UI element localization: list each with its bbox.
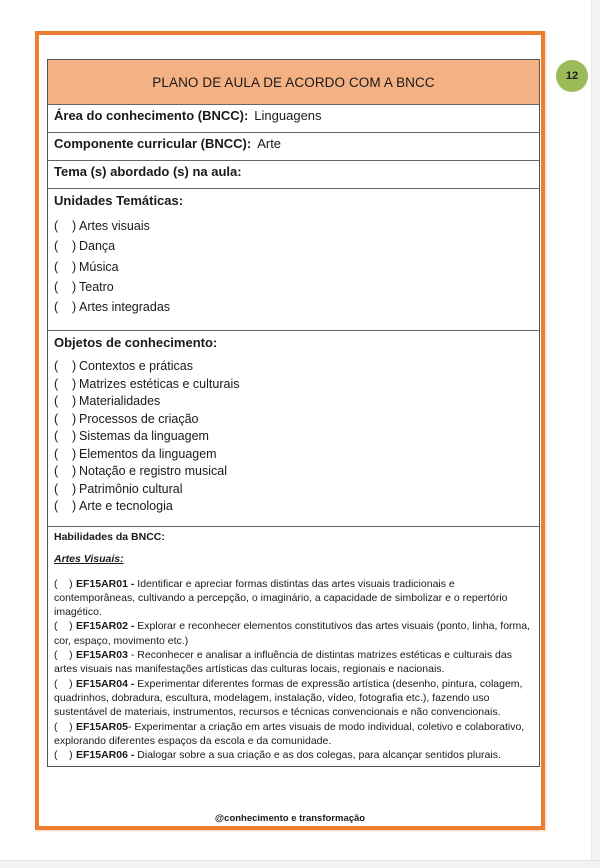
checkbox-mark[interactable]: ( ) [54, 411, 77, 426]
checkbox-mark[interactable]: ( ) [54, 376, 77, 391]
skill-item: ( ) EF15AR06 - Dialogar sobre a sua criação e as dos colegas, para alcançar sentidos plurais. [54, 749, 501, 762]
field-area-conhecimento [48, 105, 539, 133]
unidades-list [54, 216, 533, 317]
field-value: Linguagens [254, 108, 322, 123]
habilidades-section [48, 527, 539, 766]
list-item[interactable]: ( ) Materialidades [54, 393, 533, 411]
list-item[interactable]: ( ) Matrizes estéticas e culturais [54, 376, 533, 394]
list-item[interactable]: ( ) Dança [54, 236, 533, 256]
list-item[interactable]: ( ) Teatro [54, 277, 533, 297]
checkbox-mark[interactable]: ( ) [54, 464, 77, 478]
list-item[interactable]: ( ) Sistemas da linguagem [54, 428, 533, 446]
checkbox-mark[interactable]: ( ) [54, 649, 73, 662]
section-title: Objetos de conhecimento: [54, 335, 218, 350]
checkbox-mark[interactable]: ( ) [54, 749, 73, 762]
field-componente-curricular [48, 133, 539, 161]
list-item[interactable]: ( ) Patrimônio cultural [54, 481, 533, 499]
skill-item: ( ) EF15AR02 - Explorar e reconhecer elementos constitutivos das artes visuais (ponto, linha, forma, cor, espaço, movimento etc.) [54, 620, 531, 647]
list-item[interactable]: ( ) Contextos e práticas [54, 358, 533, 376]
objetos-list [54, 358, 533, 516]
checkbox-mark[interactable]: ( ) [54, 429, 77, 443]
checkbox-mark[interactable]: ( ) [54, 677, 73, 690]
checkbox-mark[interactable]: ( ) [54, 394, 77, 408]
checkbox-mark[interactable]: ( ) [54, 620, 73, 633]
field-label: Componente curricular (BNCC): [54, 136, 252, 151]
objetos-conhecimento-section [48, 331, 539, 527]
checkbox-mark[interactable]: ( ) [54, 499, 77, 513]
footer-handle: @conhecimento e transformação [214, 813, 366, 824]
list-item[interactable]: ( ) Elementos da linguagem [54, 446, 533, 464]
unidades-tematicas-section [48, 189, 539, 331]
list-item[interactable]: ( ) Artes integradas [54, 297, 533, 317]
list-item[interactable]: ( ) Notação e registro musical [54, 463, 533, 481]
viewer-right-edge [591, 0, 600, 867]
page-number-badge: 12 [556, 60, 588, 92]
field-label: Área do conhecimento (BNCC): [54, 108, 249, 123]
list-item[interactable]: ( ) Arte e tecnologia [54, 498, 533, 516]
checkbox-mark[interactable]: ( ) [54, 481, 77, 496]
section-title: Habilidades da BNCC: [54, 531, 165, 543]
checkbox-mark[interactable]: ( ) [54, 219, 77, 233]
checkbox-mark[interactable]: ( ) [54, 259, 77, 274]
section-subtitle: Artes Visuais: [54, 553, 124, 566]
section-title: Unidades Temáticas: [54, 193, 184, 208]
lesson-plan-table [47, 59, 540, 767]
checkbox-mark[interactable]: ( ) [54, 577, 73, 590]
skill-item: ( ) EF15AR05- Experimentar a criação em artes visuais de modo individual, coletivo e colaborativo, explorando diferentes espaços da escola e da comunidade. [54, 720, 525, 747]
skill-item: ( ) EF15AR04 - Experimentar diferentes formas de expressão artística (desenho, pintura, colagem, quadrinhos, dobradura, escultura, modelagem, instalação, vídeo, fotografia etc.), fazendo uso sustentável de materiais, instrumentos, recursos e técnicas convencionais e não convencionais. [54, 677, 523, 719]
field-value: Arte [257, 136, 282, 151]
list-item[interactable]: ( ) Música [54, 257, 533, 277]
plan-title: PLANO DE AULA DE ACORDO COM A BNCC [48, 60, 539, 105]
checkbox-mark[interactable]: ( ) [54, 279, 77, 294]
checkbox-mark[interactable]: ( ) [54, 300, 77, 315]
skill-item: ( ) EF15AR01 - Identificar e apreciar formas distintas das artes visuais tradicionais e contemporâneas, cultivando a percepção, o imaginário, a capacidade de simbolizar e o repertório imagético. [54, 577, 508, 619]
checkbox-mark[interactable]: ( ) [54, 720, 73, 733]
list-item[interactable]: ( ) Processos de criação [54, 411, 533, 429]
list-item[interactable]: ( ) Artes visuais [54, 216, 533, 236]
checkbox-mark[interactable]: ( ) [54, 446, 77, 461]
checkbox-mark[interactable]: ( ) [54, 359, 77, 373]
field-tema-abordado [48, 161, 539, 189]
skill-item: ( ) EF15AR03 - Reconhecer e analisar a influência de distintas matrizes estéticas e culturais das artes visuais nas manifestações artísticas das culturas locais, regionais e nacionais. [54, 649, 512, 676]
field-label: Tema (s) abordado (s) na aula: [54, 164, 242, 179]
checkbox-mark[interactable]: ( ) [54, 239, 77, 254]
